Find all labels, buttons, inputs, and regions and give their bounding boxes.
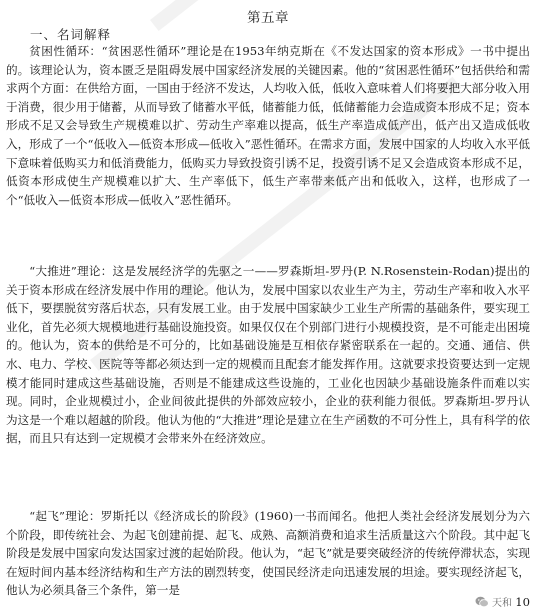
section-heading: 一、名词解释	[30, 27, 112, 42]
paragraph-take-off: “起飞”理论：罗斯托以《经济成长的阶段》(1960)一书而闻名。他把人类社会经济发展划分为六个阶段，即传统社会、为起飞创建前提、起飞、成熟、高额消费和追求生活质量这六个阶段。其中起飞阶段是发展中国家向发达国家过渡的起始阶段。他认为，“起飞”就是要突破经济的传统停滞状态，实现在短时间内基本经济结构和生产方法的剧烈转变，使国民经济走向迅速发展的坦途。要实现经济起飞，他认为必须具备三个条件，第一是	[6, 509, 530, 598]
paragraph-poverty-cycle: 贫困性循环：“贫困恶性循环”理论是在1953年纳克斯在《不发达国家的资本形成》一书中提出的。该理论认为，资本匮乏是阻碍发展中国家经济发展的关键因素。他的“贫困恶性循环”包括供给和需求两个方面：在供给方面，一国由于经济不发达，人均收入低，低收入意味着人们将要把大部分收入用于消费，很少用于储蓄，从而导致了储蓄水平低，储蓄能力低，低储蓄能力会造成资本形成不足；资本形成不足又会导致生产规模难以扩、劳动生产率难以提高，低生产率造成低产出，低产出又造成低收入，形成了一个“低收入—低资本形成—低收入”恶性循环。在需求方面，发展中国家的人均收入水平低下意味着低购买力和低消费能力，低购买力导致投资引诱不足，投资引诱不足又会造成资本形成不足，低资本形成使生产规模难以扩大、生产率低下，低生产率带来低产出和低收入，这样，也形成了一个“低收入—低资本形成—低收入”恶性循环。	[6, 44, 530, 207]
wechat-logo-icon	[475, 596, 489, 608]
page-number: 10	[515, 595, 530, 609]
wechat-watermark	[473, 594, 514, 609]
paragraph-big-push: “大推进”理论：这是发展经济学的先驱之一——罗森斯坦-罗丹(P. N.Rosenstein-Rodan)提出的关于资本形成在经济发展中作用的理论。他认为，发展中国家以农业生产为主，劳动生产率和收入水平低下，要摆脱贫穷落后状态，只有发展工业。由于发展中国家缺少工业生产所需的基础条件，要实现工业化，首先必须大规模地进行基础设施投资。如果仅仅在个别部门进行小规模投资，是不可能走出困境的。他认为，资本的供给是不可分的，比如基础设施是互相依存紧密联系在一起的。交通、通信、供水、电力、学校、医院等等都必须达到一定的规模而且配套才能发挥作用。这就要求投资要达到一定规模才能同时建成这些基础设施，否则是不能建成这些设施的，工业化也因缺少基础设施条件而难以实现。同时，企业规模过小，企业间彼此提供的外部效应较小，企业的获利能力很低。罗森斯坦-罗丹认为这是一个难以超越的阶段。他认为他的“大推进”理论是建立在生产函数的不可分性上，具有科学的依据，而且只有达到一定规模才会带来外在经济效应。	[6, 264, 530, 446]
watermark-name: 天和	[492, 598, 512, 609]
chapter-title: 第五章	[247, 10, 289, 26]
